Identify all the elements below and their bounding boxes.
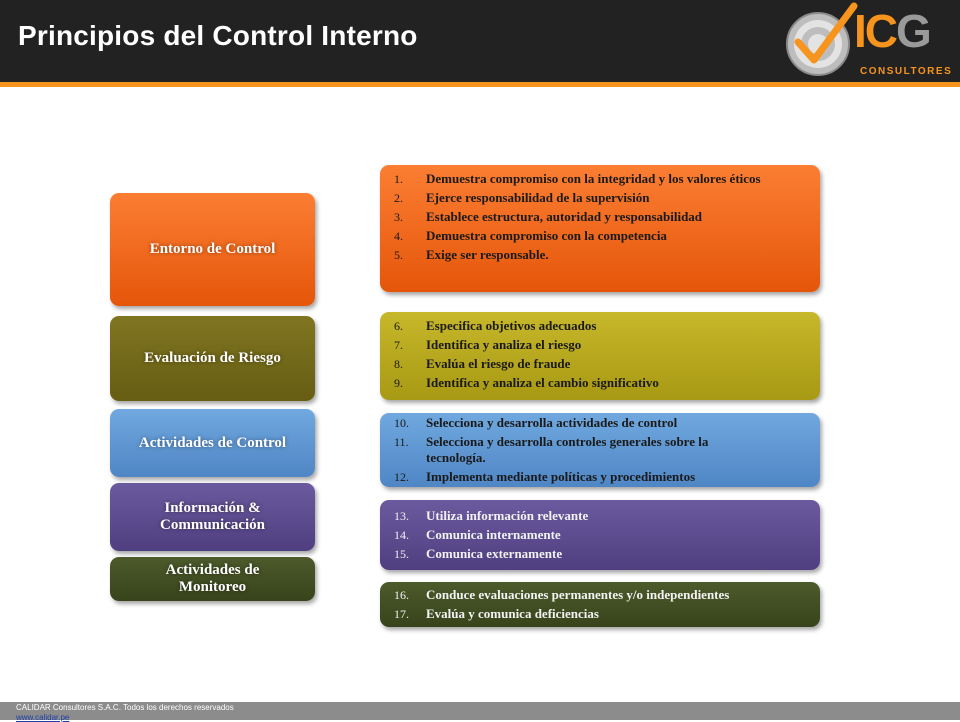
principle-item: 6. Especifica objetivos adecuados — [394, 318, 597, 333]
principles-group-entorno — [380, 165, 820, 292]
principle-item: 3. Establece estructura, autoridad y responsabilidad — [394, 209, 703, 224]
header-accent-line — [0, 82, 960, 87]
category-informacion-comunicacion: Información & Communicación — [110, 483, 315, 551]
logo-wordmark: ICG — [854, 5, 930, 57]
footer-copyright: CALIDAR Consultores S.A.C. Todos los derechos reservados — [16, 703, 234, 712]
principle-item: 8. Evalúa el riesgo de fraude — [394, 356, 571, 371]
category-actividades-de-monitoreo: Actividades de Monitoreo — [110, 557, 315, 601]
principle-item: 17. Evalúa y comunica deficiencias — [394, 606, 599, 621]
footer-website-link[interactable]: www.calidar.pe — [16, 713, 70, 722]
principles-group-informacion — [380, 500, 820, 570]
principle-item: 7. Identifica y analiza el riesgo — [394, 337, 582, 352]
principle-item: 2. Ejerce responsabilidad de la supervisión — [394, 190, 650, 205]
category-actividades-de-control: Actividades de Control — [110, 409, 315, 477]
category-entorno-de-control: Entorno de Control — [110, 193, 315, 306]
header-bar — [0, 0, 960, 82]
principle-item: 16. Conduce evaluaciones permanentes y/o independientes — [394, 587, 730, 602]
principle-item: 5. Exige ser responsable. — [394, 247, 549, 262]
principles-group-monitoreo — [380, 582, 820, 627]
principle-item: 12. Implementa mediante políticas y procedimientos — [394, 469, 696, 484]
page-title: Principios del Control Interno — [18, 20, 418, 51]
company-logo — [780, 2, 958, 82]
principle-item: 9. Identifica y analiza el cambio significativo — [394, 375, 659, 390]
principle-item: 1. Demuestra compromiso con la integridad y los valores éticos — [394, 171, 761, 186]
principle-item: 13. Utiliza información relevante — [394, 508, 589, 523]
logo-subtitle: CONSULTORES — [860, 66, 953, 77]
footer-bar — [0, 702, 960, 720]
principle-item: 4. Demuestra compromiso con la competencia — [394, 228, 667, 243]
principles-group-control — [380, 413, 820, 487]
checkmark-target-icon — [780, 2, 860, 82]
principle-item: 15. Comunica externamente — [394, 546, 563, 561]
principles-group-riesgo — [380, 312, 820, 400]
principle-item: 14. Comunica internamente — [394, 527, 561, 542]
category-evaluacion-de-riesgo: Evaluación de Riesgo — [110, 316, 315, 401]
principle-item: 11. Selecciona y desarrolla controles generales sobre la tecnología. — [394, 434, 709, 465]
principle-item: 10. Selecciona y desarrolla actividades de control — [394, 415, 678, 430]
